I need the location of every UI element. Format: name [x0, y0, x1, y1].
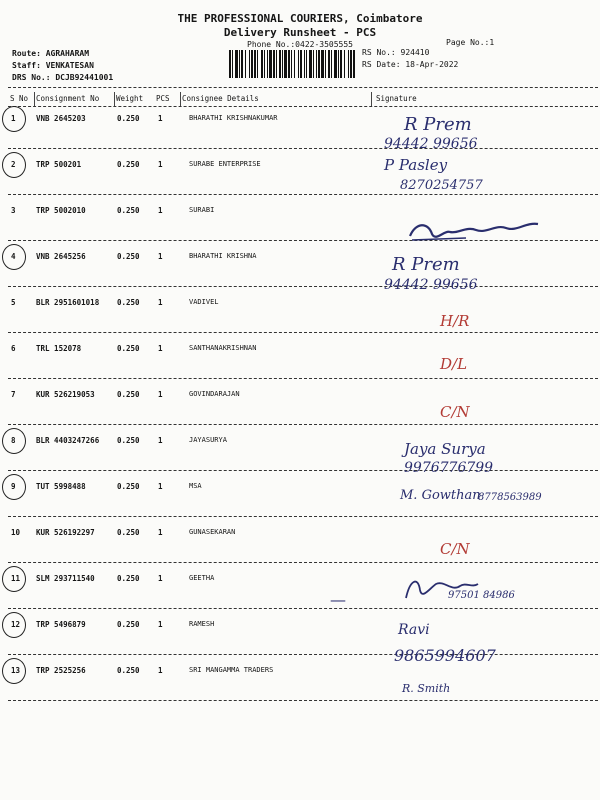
row-sno: 2 [11, 160, 16, 169]
row-weight: 0.250 [117, 206, 140, 215]
row-consignment-no: TRL 152078 [36, 344, 82, 353]
row-sno: 4 [11, 252, 16, 261]
row-rule [8, 286, 598, 287]
row-consignment-no: VNB 2645203 [36, 114, 86, 123]
row-consignee: MSA [189, 482, 202, 490]
row-sno: 10 [11, 528, 21, 537]
signature-row-4: R Prem [392, 254, 460, 275]
col-divider [180, 92, 181, 106]
row-rule [8, 378, 598, 379]
row-weight: 0.250 [117, 390, 140, 399]
header-bottom-rule [8, 106, 598, 107]
page-number: Page No.:1 [446, 38, 495, 47]
row-pcs: 1 [158, 344, 163, 353]
remark-row-10: C/N [440, 540, 470, 558]
phone-row-1: 94442 99656 [384, 136, 478, 152]
row-consignment-no: SLM 293711540 [36, 574, 95, 583]
phone-row-2: 8270254757 [400, 178, 483, 193]
row-weight: 0.250 [117, 160, 140, 169]
row-rule [8, 608, 598, 609]
phone-row-4: 94442 99656 [384, 277, 478, 293]
serial-circle-mark [2, 106, 26, 132]
col-consignee: Consignee Details [182, 94, 259, 103]
row-consignment-no: VNB 2645256 [36, 252, 86, 261]
row-consignment-no: TRP 500201 [36, 160, 82, 169]
row-pcs: 1 [158, 114, 163, 123]
row-rule [8, 562, 598, 563]
row-consignee: BHARATHI KRISHNA [189, 252, 257, 260]
row-weight: 0.250 [117, 298, 140, 307]
row-consignment-no: BLR 2951601018 [36, 298, 100, 307]
row-pcs: 1 [158, 252, 163, 261]
row-consignee: BHARATHI KRISHNAKUMAR [189, 114, 278, 122]
row-rule [8, 470, 598, 471]
row-rule [8, 332, 598, 333]
row-pcs: 1 [158, 160, 163, 169]
phone-row-11: 97501 84986 [448, 590, 515, 601]
signature-row-13: R. Smith [402, 682, 451, 695]
serial-circle-mark [2, 244, 26, 270]
row-consignee: SANTHANAKRISHNAN [189, 344, 257, 352]
signature-row-9: M. Gowthan [400, 488, 481, 503]
col-sno: S No [10, 94, 29, 103]
row-sno: 13 [11, 666, 21, 675]
serial-circle-mark [2, 152, 26, 178]
row-sno: 11 [11, 574, 21, 583]
col-divider [34, 92, 35, 106]
row-rule [8, 194, 598, 195]
row-consignee: SURABE ENTERPRISE [189, 160, 261, 168]
col-pcs: PCS [156, 94, 170, 103]
row-sno: 6 [11, 344, 16, 353]
row-rule [8, 424, 598, 425]
header-top-rule [8, 87, 598, 88]
row-sno: 8 [11, 436, 16, 445]
row-consignee: RAMESH [189, 620, 215, 628]
runsheet-title: THE PROFESSIONAL COURIERS, Coimbatore [177, 12, 423, 25]
row-weight: 0.250 [117, 574, 140, 583]
row-weight: 0.250 [117, 482, 140, 491]
row-pcs: 1 [158, 206, 163, 215]
rs-number: RS No.: 924410 [362, 48, 430, 57]
row-rule [8, 516, 598, 517]
row-consignment-no: TRP 5002010 [36, 206, 86, 215]
route-label: Route: AGRAHARAM [12, 49, 90, 58]
row-consignee: SURABI [189, 206, 215, 214]
row-consignment-no: KUR 526219053 [36, 390, 95, 399]
dash-mark: — [330, 590, 346, 609]
row-pcs: 1 [158, 666, 163, 675]
row-sno: 9 [11, 482, 16, 491]
row-pcs: 1 [158, 436, 163, 445]
serial-circle-mark [2, 612, 26, 638]
remark-row-7: C/N [440, 403, 470, 421]
row-sno: 5 [11, 298, 16, 307]
row-weight: 0.250 [117, 666, 140, 675]
row-weight: 0.250 [117, 252, 140, 261]
signature-row-8: Jaya Surya [404, 440, 486, 458]
row-sno: 7 [11, 390, 16, 399]
row-sno: 1 [11, 114, 16, 123]
row-rule [8, 148, 598, 149]
row-rule [8, 700, 598, 701]
staff-label: Staff: VENKATESAN [12, 61, 94, 70]
row-consignment-no: TUT 5998488 [36, 482, 86, 491]
serial-circle-mark [2, 428, 26, 454]
row-pcs: 1 [158, 482, 163, 491]
row-consignee: GEETHA [189, 574, 215, 582]
col-consignment: Consignment No [36, 94, 100, 103]
signature-row-1: R Prem [404, 114, 472, 135]
signature-row-12: Ravi [398, 622, 430, 638]
col-divider [114, 92, 115, 106]
row-consignment-no: BLR 4403247266 [36, 436, 100, 445]
row-consignee: SRI MANGAMMA TRADERS [189, 666, 274, 674]
remark-row-5: H/R [440, 312, 470, 330]
row-consignee: JAYASURYA [189, 436, 227, 444]
runsheet-subtitle: Delivery Runsheet - PCS [223, 26, 377, 39]
row-pcs: 1 [158, 574, 163, 583]
drs-number: DRS No.: DCJB92441001 [12, 73, 114, 82]
row-pcs: 1 [158, 298, 163, 307]
barcode [229, 50, 355, 78]
row-weight: 0.250 [117, 528, 140, 537]
serial-circle-mark [2, 658, 26, 684]
phone-row-8: 9976776799 [404, 460, 494, 476]
row-consignment-no: TRP 2525256 [36, 666, 86, 675]
phone-row-9: 8778563989 [478, 492, 542, 503]
row-weight: 0.250 [117, 114, 140, 123]
phone-row-12: 9865994607 [394, 646, 496, 665]
phone-number: Phone No.:0422-3505555 [247, 40, 353, 49]
serial-circle-mark [2, 566, 26, 592]
row-weight: 0.250 [117, 620, 140, 629]
signature-row-3 [406, 208, 546, 248]
row-rule [8, 654, 598, 655]
row-consignee: GUNASEKARAN [189, 528, 236, 536]
row-weight: 0.250 [117, 436, 140, 445]
col-divider [371, 92, 372, 106]
signature-row-2: P Pasley [384, 156, 448, 174]
rs-date: RS Date: 18-Apr-2022 [362, 60, 459, 69]
row-consignee: VADIVEL [189, 298, 219, 306]
col-weight: Weight [116, 94, 144, 103]
row-pcs: 1 [158, 390, 163, 399]
remark-row-6: D/L [440, 355, 468, 373]
row-sno: 12 [11, 620, 21, 629]
row-sno: 3 [11, 206, 16, 215]
row-consignee: GOVINDARAJAN [189, 390, 240, 398]
serial-circle-mark [2, 474, 26, 500]
row-pcs: 1 [158, 620, 163, 629]
row-weight: 0.250 [117, 344, 140, 353]
col-signature: Signature [376, 94, 417, 103]
row-pcs: 1 [158, 528, 163, 537]
row-consignment-no: TRP 5496879 [36, 620, 86, 629]
row-consignment-no: KUR 526192297 [36, 528, 95, 537]
